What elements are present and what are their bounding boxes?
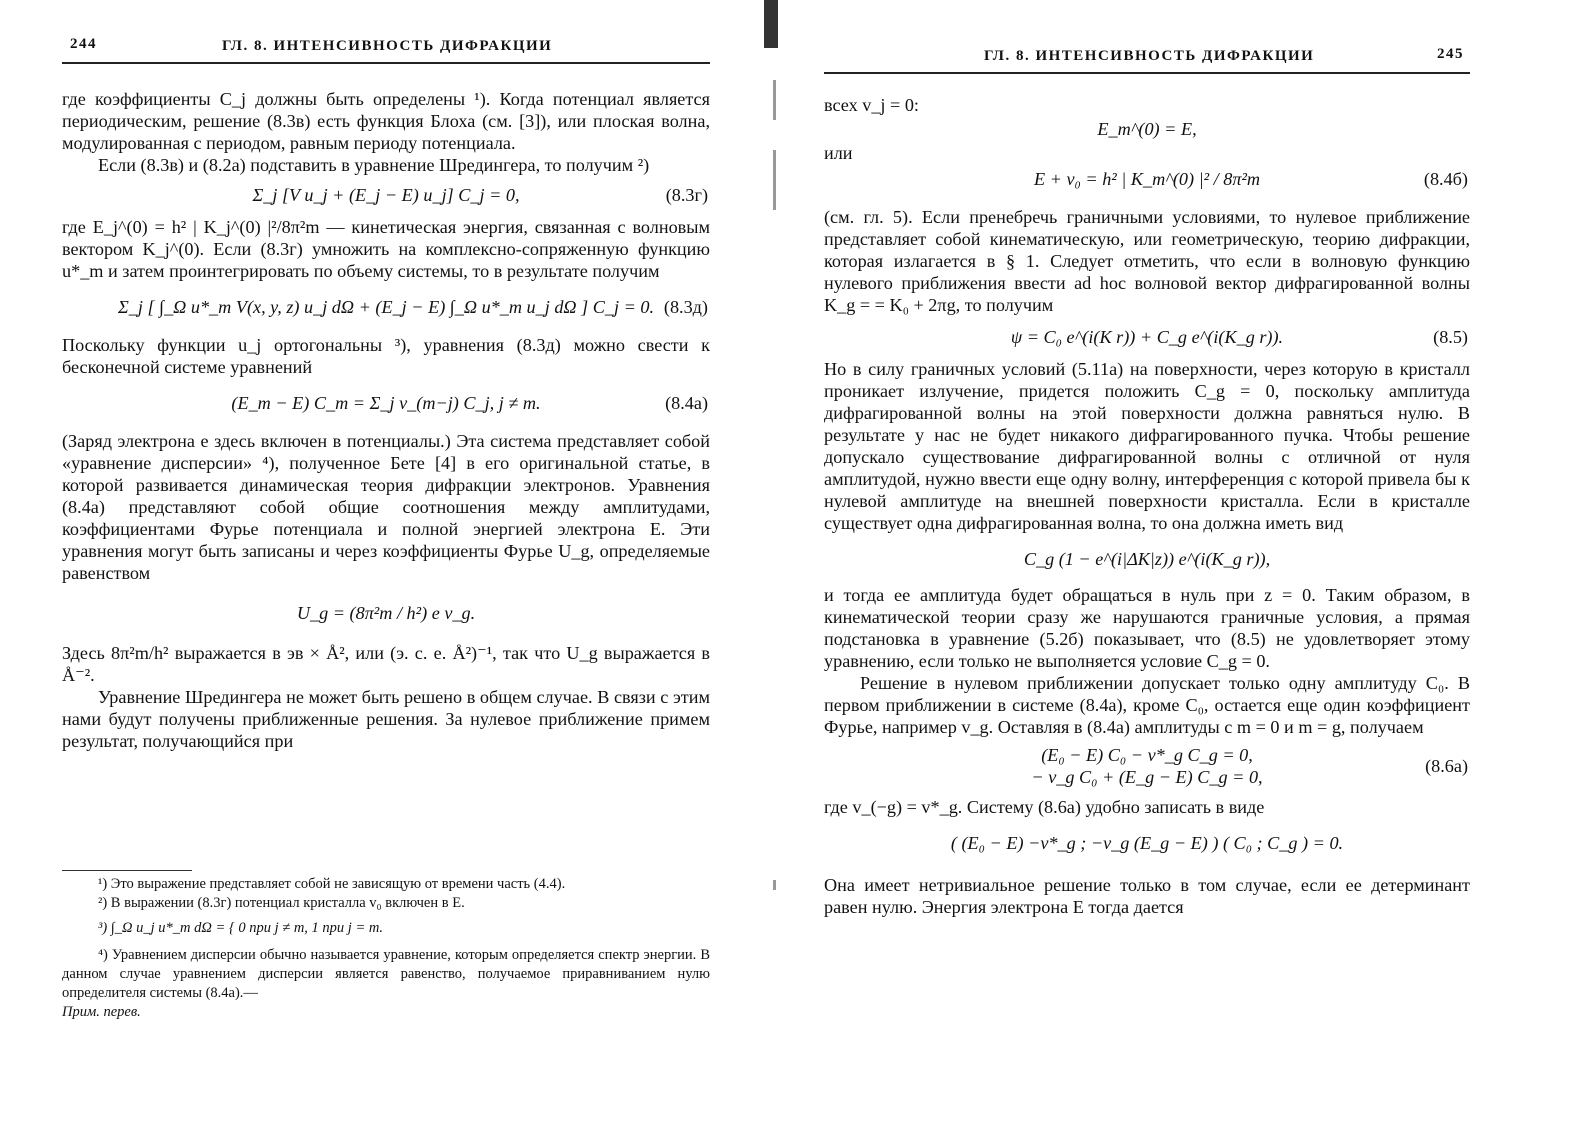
equation-cg xyxy=(824,548,1470,570)
equation-number: (8.4а) xyxy=(665,393,708,413)
binding-streak xyxy=(773,80,776,120)
equation-number: (8.3г) xyxy=(665,185,708,205)
binding-mark xyxy=(764,0,778,48)
footnote-1: ¹) Это выражение представляет собой не зависящую от времени часть (4.4). xyxy=(98,876,566,892)
paragraph: всех v_j = 0: xyxy=(824,95,919,115)
paragraph: Она имеет нетривиальное решение только в том случае, если ее детерминант равен нулю. Энергия электрона E тогда дается xyxy=(824,875,1470,917)
paragraph: (см. гл. 5). Если пренебречь граничными условиями, то нулевое приближение представляет собой кинематическую, или геометрическую, теорию дифракции, которая излагается в § 1. Следует отметить, что если в волновую функцию нулевого приближения ввести ad hoc волновой вектор дифрагированной волны K_g = = K₀ + 2πg, то получим xyxy=(824,207,1470,315)
equation-8-5 xyxy=(824,326,1470,348)
footnotes xyxy=(62,870,710,1022)
paragraph: где коэффициенты C_j должны быть определены ¹). Когда потенциал является периодическим, решение (8.3в) есть функция Блоха (см. [3]), или плоская волна, модулированная с периодом, равным периоду потенциала. xyxy=(62,89,710,153)
equation-text: (E_m − E) C_m = Σ_j v_(m−j) C_j, j ≠ m. xyxy=(231,393,541,413)
footnote-4-note: Прим. перев. xyxy=(62,1004,141,1020)
footnote-rule xyxy=(62,870,192,871)
equation-8-3g xyxy=(62,184,710,206)
binding-streak xyxy=(773,150,776,210)
paragraph: Поскольку функции u_j ортогональны ³), уравнения (8.3д) можно свести к бесконечной системе уравнений xyxy=(62,335,710,377)
left-page xyxy=(62,0,710,1146)
running-head: ГЛ. 8. ИНТЕНСИВНОСТЬ ДИФРАКЦИИ xyxy=(222,38,553,54)
equation-text: U_g = (8π²m / h²) e v_g. xyxy=(296,603,476,623)
binding-streak xyxy=(773,880,776,890)
equation-8-4a xyxy=(62,392,710,414)
paragraph: Уравнение Шредингера не может быть решено в общем случае. В связи с этим нами будут получены приближенные решения. За нулевое приближение примем результат, получающийся при xyxy=(62,687,710,751)
paragraph: или xyxy=(824,143,853,163)
running-head: ГЛ. 8. ИНТЕНСИВНОСТЬ ДИФРАКЦИИ xyxy=(984,48,1315,64)
page-body xyxy=(62,88,710,752)
paragraph: Решение в нулевом приближении допускает только одну амплитуду C₀. В первом приближении в системе (8.4а), кроме C₀, остается еще один коэффициент Фурье, например v_g. Оставляя в (8.4а) амплитуды с m = 0 и m = g, получаем xyxy=(824,673,1470,737)
paragraph: Но в силу граничных условий (5.11а) на поверхности, через которую в кристалл проникает излучение, придется положить C_g = 0, поскольку амплитуда дифрагированной волны на этой поверхности должна равняться нулю. В результате у нас не будет никакого дифрагированного пучка. Чтобы решение допускало существование дифрагированной волны с отличной от нуля амплитудой, нужно ввести еще одну волну, интерференция с которой привела бы к нулевой амплитуде на внешней поверхности кристалла. Если в кристалле существует одна дифрагированная волна, то она должна иметь вид xyxy=(824,359,1470,533)
equation-line: − v_g C₀ + (E_g − E) C_g = 0, xyxy=(1031,767,1263,787)
page-header xyxy=(824,46,1470,74)
equation-8-4b xyxy=(824,168,1470,190)
paragraph: Если (8.3в) и (8.2а) подставить в уравнение Шредингера, то получим ²) xyxy=(98,155,650,175)
equation-text: E + v₀ = h² | K_m^(0) |² / 8π²m xyxy=(1033,169,1261,189)
equation-number: (8.6а) xyxy=(1425,756,1468,776)
equation-ug xyxy=(62,602,710,624)
page-number: 244 xyxy=(70,36,97,52)
paragraph: где v_(−g) = v*_g. Систему (8.6а) удобно записать в виде xyxy=(824,797,1265,817)
equation-number: (8.3д) xyxy=(663,297,708,317)
footnote-4: ⁴) Уравнением дисперсии обычно называется уравнение, которым определяется спектр энергии. В данном случае уравнением дисперсии является равенство, получаемое приравниванием нулю определителя системы (8.4а).— xyxy=(62,947,710,1001)
equation-8-6a xyxy=(824,744,1470,788)
equation-e0 xyxy=(824,118,1470,140)
paragraph: где E_j^(0) = h² | K_j^(0) |²/8π²m — кинетическая энергия, связанная с волновым вектором K_j^(0). Если (8.3г) умножить на комплексно-сопряженную функцию u*_m и затем проинтегрировать по объему системы, то в результате получим xyxy=(62,217,710,281)
equation-line: (E₀ − E) C₀ − v*_g C_g = 0, xyxy=(1041,745,1253,765)
equation-text: E_m^(0) = E, xyxy=(1097,119,1197,139)
page-body xyxy=(824,94,1470,918)
equation-matrix xyxy=(824,832,1470,854)
page-header xyxy=(62,36,710,64)
footnote-2: ²) В выражении (8.3г) потенциал кристалла v₀ включен в E. xyxy=(98,895,465,911)
equation-text: C_g (1 − e^(i|ΔK|z)) e^(i(K_g r)), xyxy=(1023,549,1271,569)
right-page xyxy=(824,0,1470,1146)
equation-text: Σ_j [ ∫_Ω u*_m V(x, y, z) u_j dΩ + (E_j − E) ∫_Ω u*_m u_j dΩ ] C_j = 0. xyxy=(117,297,655,317)
page-number: 245 xyxy=(1437,46,1464,62)
paragraph: и тогда ее амплитуда будет обращаться в нуль при z = 0. Таким образом, в кинематической теории сразу же нарушаются граничные условия, а прямая подстановка в уравнение (5.2б) показывает, что (8.5) не удовлетворяет этому уравнению, если только не выполняется условие C_g = 0. xyxy=(824,585,1470,671)
equation-text: Σ_j [V u_j + (E_j − E) u_j] C_j = 0, xyxy=(252,185,520,205)
equation-number: (8.4б) xyxy=(1423,169,1468,189)
paragraph: Здесь 8π²m/h² выражается в эв × Å², или (э. с. е. Å²)⁻¹, так что U_g выражается в Å⁻². xyxy=(62,643,710,685)
paragraph: (Заряд электрона e здесь включен в потенциалы.) Эта система представляет собой «уравнение дисперсии» ⁴), полученное Бете [4] в его оригинальной статье, в которой развивается динамическая теория дифракции электронов. Уравнения (8.4а) представляют собой общие соотношения между амплитудами, коэффициентами Фурье потенциала и полной энергией электрона E. Эти уравнения могут быть записаны и через коэффициенты Фурье U_g, определяемые равенством xyxy=(62,431,710,583)
equation-number: (8.5) xyxy=(1433,327,1468,347)
equation-text: ψ = C₀ e^(i(K r)) + C_g e^(i(K_g r)). xyxy=(1010,327,1284,347)
equation-text: ( (E₀ − E) −v*_g ; −v_g (E_g − E) ) ( C₀ ; C_g ) = 0. xyxy=(950,833,1344,853)
equation-8-3d xyxy=(62,296,710,318)
footnote-3: ³) ∫_Ω u_j u*_m dΩ = { 0 при j ≠ m, 1 при j = m. xyxy=(98,920,383,936)
